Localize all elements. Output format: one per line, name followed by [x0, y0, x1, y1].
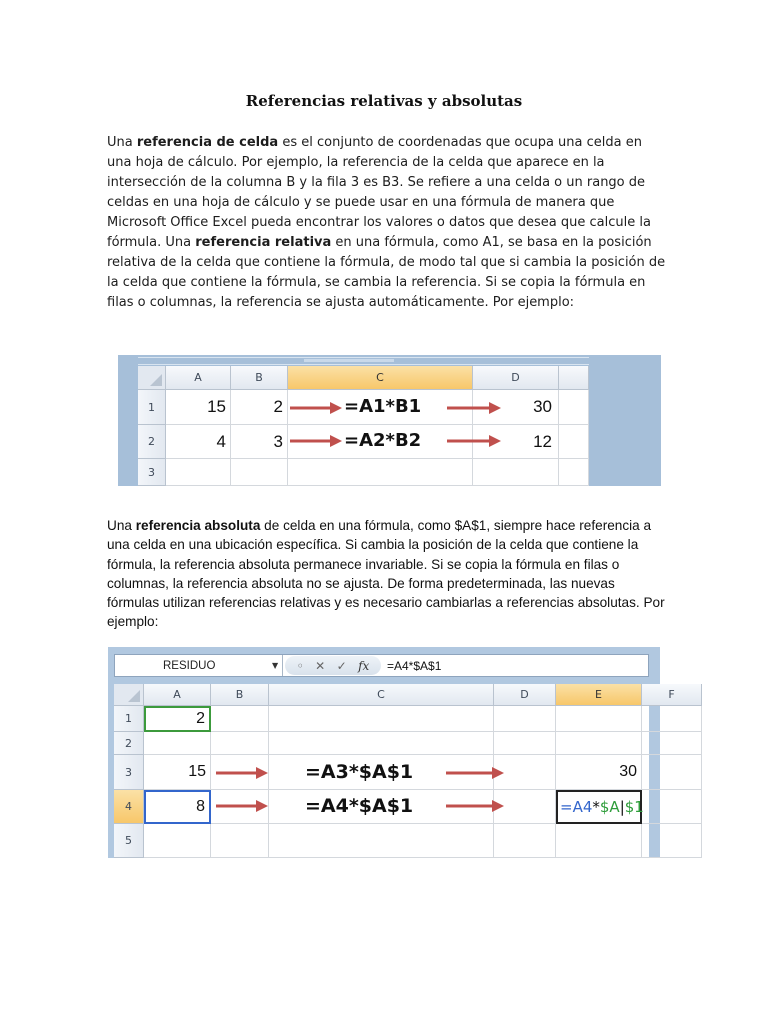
column-header-b[interactable]: B [211, 684, 269, 706]
arrow-icon [214, 765, 270, 781]
arrow-icon [288, 433, 344, 449]
cell-f5[interactable] [642, 824, 702, 858]
enter-check-icon[interactable]: ✓ [336, 658, 347, 673]
arrow-icon [288, 400, 344, 416]
column-header-b[interactable]: B [231, 366, 288, 390]
cell-e5[interactable] [556, 824, 642, 858]
insert-function-icon[interactable]: fx [358, 658, 370, 673]
cell-f3[interactable] [642, 755, 702, 790]
column-header-a[interactable]: A [144, 684, 211, 706]
arrow-icon [214, 798, 270, 814]
cell-b2[interactable]: 3 [231, 425, 288, 459]
cell-a4[interactable]: 8 [144, 790, 211, 824]
cell-d2[interactable]: 12 [473, 425, 559, 459]
column-header-e[interactable] [559, 366, 589, 390]
cell-c3[interactable] [288, 459, 473, 486]
cell-d2[interactable] [494, 732, 556, 755]
cell-b3[interactable] [231, 459, 288, 486]
cell-e4-editing[interactable] [556, 790, 642, 824]
cell-a3[interactable]: 15 [144, 755, 211, 790]
name-box-dropdown-icon[interactable]: ▼ [272, 661, 279, 670]
cell-e1[interactable] [556, 706, 642, 732]
cell-a3[interactable] [166, 459, 231, 486]
formula-text-row3: =A3*$A$1 [305, 761, 414, 783]
formula-text-row2: =A2*B2 [344, 430, 422, 451]
cell-d1[interactable] [494, 706, 556, 732]
grid-relative [138, 366, 589, 486]
cell-a2[interactable]: 4 [166, 425, 231, 459]
cell-e3[interactable]: 30 [556, 755, 642, 790]
cell-b1[interactable]: 2 [231, 390, 288, 425]
arrow-icon [445, 400, 503, 416]
cell-a2[interactable] [144, 732, 211, 755]
spreadsheet-absolute-example [108, 647, 675, 858]
para1-text-1: Una [107, 135, 137, 150]
formula-text-row4: =A4*$A$1 [305, 795, 414, 817]
cell-e3[interactable] [559, 459, 589, 486]
column-header-f[interactable]: F [642, 684, 702, 706]
para1-text-3: en una fórmula, como A1, se basa en la posición relativa de la celda que contiene la fórmula, de modo tal que si cambia la posición de la celda que contiene la fórmula, se cambia la referencia. Si se copia la fórmula en filas o columnas, la referencia se ajusta automáticamente. Por ejemplo: [107, 235, 666, 310]
para1-bold-relative-reference: referencia relativa [195, 235, 332, 250]
grip-icon: ◦ [296, 658, 304, 673]
arrow-icon [445, 433, 503, 449]
cell-e1[interactable] [559, 390, 589, 425]
cell-c5[interactable] [269, 824, 494, 858]
para1-text-2: es el conjunto de coordenadas que ocupa una celda en una hoja de cálculo. Por ejemplo, la referencia de la celda que aparece en la intersección de la columna B y la fila 3 es B3. Se refiere a una celda o un rango de celdas en una hoja de cálculo y se puede usar en una fórmula de manera que Microsoft Office Excel pueda encontrar los valores o datos que desea que calcule la fórmula. Una [107, 135, 651, 250]
row-header-1[interactable]: 1 [138, 390, 166, 425]
column-header-c[interactable]: C [269, 684, 494, 706]
text-cursor: | [619, 798, 625, 816]
paragraph-relative [107, 133, 667, 313]
para2-text-2: de celda en una fórmula, como $A$1, siempre hace referencia a una celda en una ubicación específica. Si cambia la posición de la celda que contiene la fórmula, la referencia absoluta permanece invariable. Si se copia la fórmula en filas o columnas, la referencia absoluta no se ajusta. De forma predeterminada, las nuevas fórmulas utilizan referencias relativas y es necesario cambiarlas a referencias absolutas. Por ejemplo: [107, 518, 665, 630]
column-header-a[interactable]: A [166, 366, 231, 390]
cell-c2[interactable] [269, 732, 494, 755]
spreadsheet-relative-example [118, 355, 661, 486]
cell-d3[interactable] [473, 459, 559, 486]
cancel-icon[interactable]: ✕ [315, 658, 326, 673]
cell-f2[interactable] [642, 732, 702, 755]
cell-e2[interactable] [559, 425, 589, 459]
document-title: Referencias relativas y absolutas [245, 92, 523, 110]
select-all-corner[interactable] [138, 366, 166, 390]
row-header-1[interactable]: 1 [114, 706, 144, 732]
para2-text-1: Una [107, 518, 136, 533]
e4-ref-dollar-1: $1 [624, 798, 644, 816]
select-all-corner[interactable] [114, 684, 144, 706]
row-header-5[interactable]: 5 [114, 824, 144, 858]
e4-ref-a4: A4 [572, 798, 593, 816]
e4-ref-dollar-a: $A [599, 798, 620, 816]
cell-a5[interactable] [144, 824, 211, 858]
row-header-3[interactable]: 3 [138, 459, 166, 486]
row-header-2[interactable]: 2 [138, 425, 166, 459]
cell-a1[interactable]: 2 [144, 706, 211, 732]
cell-b5[interactable] [211, 824, 269, 858]
formula-input[interactable]: =A4*$A$1 [387, 658, 442, 673]
para1-bold-cell-reference: referencia de celda [136, 135, 279, 150]
row-header-2[interactable]: 2 [114, 732, 144, 755]
cell-a1[interactable]: 15 [166, 390, 231, 425]
formula-text-row1: =A1*B1 [344, 396, 422, 417]
column-header-d[interactable]: D [494, 684, 556, 706]
e4-operator: * [592, 798, 600, 816]
cell-c1[interactable] [269, 706, 494, 732]
column-header-d[interactable]: D [473, 366, 559, 390]
cell-e2[interactable] [556, 732, 642, 755]
arrow-icon [444, 765, 506, 781]
row-header-4[interactable]: 4 [114, 790, 144, 824]
formula-bar-buttons [285, 656, 381, 675]
cell-b2[interactable] [211, 732, 269, 755]
cell-d5[interactable] [494, 824, 556, 858]
cell-b1[interactable] [211, 706, 269, 732]
name-box[interactable]: RESIDUO [115, 655, 283, 676]
cell-f4[interactable] [642, 790, 702, 824]
cell-f1[interactable] [642, 706, 702, 732]
column-header-c[interactable]: C [288, 366, 473, 390]
paragraph-absolute [107, 516, 667, 632]
row-header-3[interactable]: 3 [114, 755, 144, 790]
cell-d1[interactable]: 30 [473, 390, 559, 425]
formula-bar [114, 654, 649, 677]
grid-absolute [114, 684, 675, 858]
para2-bold-absolute-reference: referencia absoluta [135, 518, 261, 533]
e4-equals: = [560, 798, 573, 816]
column-header-e[interactable]: E [556, 684, 642, 706]
arrow-icon [444, 798, 506, 814]
